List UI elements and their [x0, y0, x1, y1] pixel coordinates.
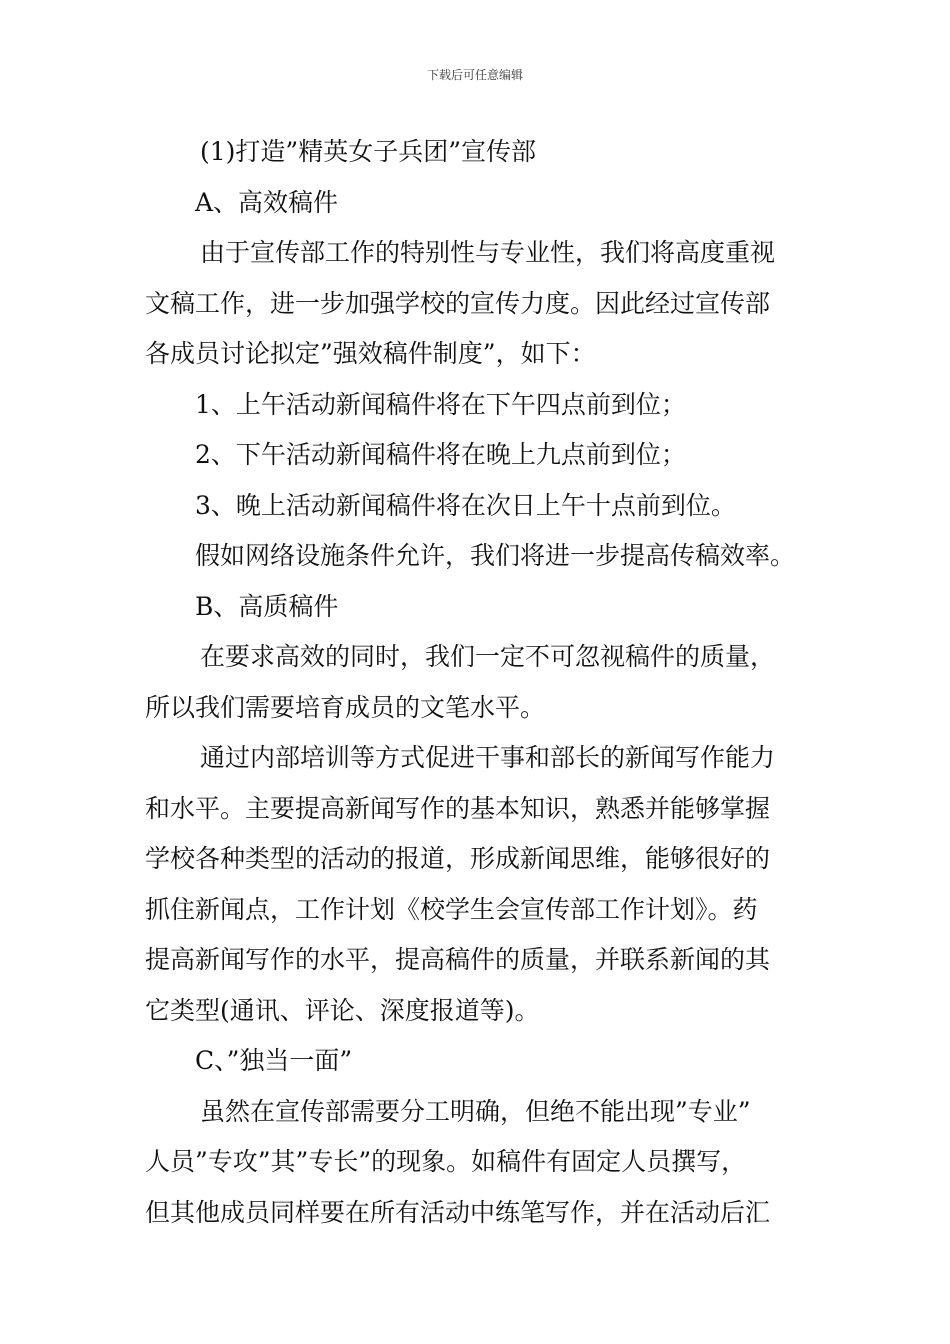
paragraph-line: 各成员讨论拟定”强效稿件制度”，如下：: [145, 339, 596, 368]
paragraph-line: 它类型(通讯、评论、深度报道等)。: [145, 995, 540, 1025]
section-heading: (1)打造”精英女子兵团”宣传部: [200, 137, 536, 166]
list-item: 1、上午活动新闻稿件将在下午四点前到位；: [195, 389, 686, 419]
paragraph-line: 文稿工作，进一步加强学校的宣传力度。因此经过宣传部: [145, 288, 771, 318]
paragraph-line: 所以我们需要培育成员的文笔水平。: [145, 692, 546, 722]
paragraph-line: 学校各种类型的活动的报道，形成新闻思维，能够很好的: [145, 844, 771, 873]
paragraph-line: 人员”专攻”其”专长”的现象。如稿件有固定人员撰写，: [145, 1147, 747, 1176]
paragraph-line: 假如网络设施条件允许，我们将进一步提高传稿效率。: [195, 541, 796, 570]
paragraph-line: 虽然在宣传部需要分工明确，但绝不能出现”专业”: [200, 1096, 751, 1126]
subsection-heading: A、高效稿件: [195, 187, 339, 217]
list-item: 3、晚上活动新闻稿件将在次日上午十点前到位。: [195, 490, 736, 520]
paragraph-line: 抓住新闻点，工作计划《校学生会宣传部工作计划》。药: [145, 894, 758, 924]
paragraph-line: 提高新闻写作的水平，提高稿件的质量，并联系新闻的其: [145, 945, 771, 974]
paragraph-line: 在要求高效的同时，我们一定不可忽视稿件的质量，: [200, 642, 776, 671]
subsection-heading: C、”独当一面”: [195, 1046, 353, 1075]
paragraph-line: 由于宣传部工作的特别性与专业性，我们将高度重视: [200, 238, 776, 267]
list-item: 2、下午活动新闻稿件将在晚上九点前到位；: [195, 440, 686, 469]
header-note: 下载后可任意编辑: [426, 68, 523, 82]
subsection-heading: B、高质稿件: [195, 591, 339, 621]
document-body: [145, 127, 825, 1238]
paragraph-line: 和水平。主要提高新闻写作的基本知识，熟悉并能够掌握: [145, 793, 771, 823]
paragraph-line: 通过内部培训等方式促进干事和部长的新闻写作能力: [200, 743, 776, 772]
paragraph-line: 但其他成员同样要在所有活动中练笔写作，并在活动后汇: [145, 1197, 771, 1227]
